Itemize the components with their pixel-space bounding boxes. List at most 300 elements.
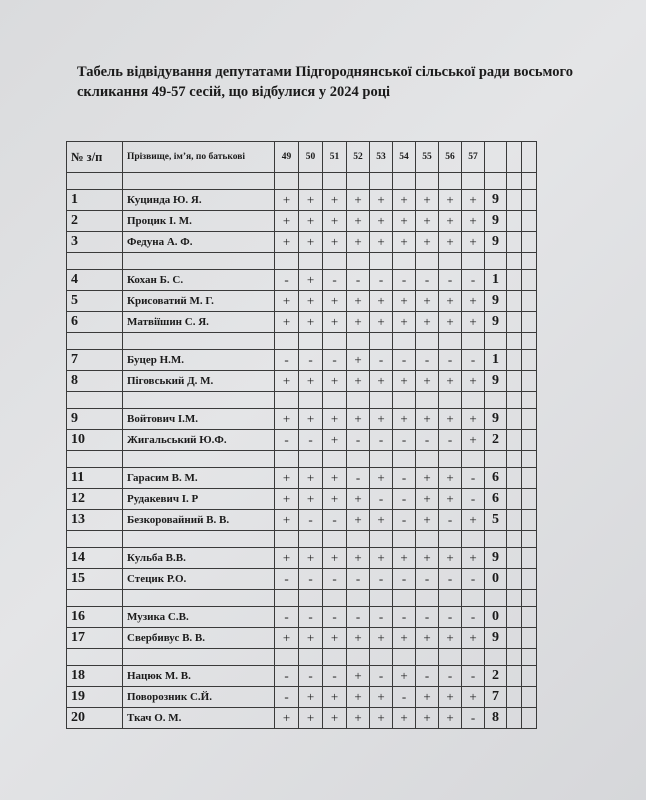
attendance-mark: + (299, 270, 323, 291)
spacer-row (67, 333, 537, 350)
empty-cell (393, 531, 416, 548)
attendance-mark: + (393, 312, 416, 333)
attendance-mark: + (393, 708, 416, 729)
table-row (67, 708, 537, 729)
attendance-mark: + (393, 548, 416, 569)
empty-cell (485, 590, 507, 607)
attendance-mark: + (393, 628, 416, 649)
empty-cell (522, 392, 537, 409)
empty-cell (299, 649, 323, 666)
empty-cell (507, 173, 522, 190)
header-session: 54 (393, 142, 416, 173)
table-row (67, 211, 537, 232)
attendance-mark: + (299, 232, 323, 253)
attendance-mark: + (439, 687, 462, 708)
attendance-mark: - (323, 607, 347, 628)
deputy-name: Рудакевич І. Р (123, 489, 275, 510)
attendance-mark: + (462, 312, 485, 333)
attendance-mark: - (462, 569, 485, 590)
empty-cell (416, 531, 439, 548)
deputy-name: Піговський Д. М. (123, 371, 275, 392)
attendance-mark: - (323, 569, 347, 590)
attendance-mark: + (439, 190, 462, 211)
empty-cell (522, 548, 537, 569)
empty-cell (522, 430, 537, 451)
empty-cell (507, 489, 522, 510)
attendance-mark: - (416, 270, 439, 291)
attendance-mark: + (370, 291, 393, 312)
attendance-mark: + (299, 190, 323, 211)
attendance-mark: + (439, 291, 462, 312)
attendance-mark: + (370, 409, 393, 430)
empty-cell (507, 510, 522, 531)
attendance-mark: + (416, 687, 439, 708)
spacer-row (67, 531, 537, 548)
spacer-row (67, 590, 537, 607)
attendance-total: 2 (485, 430, 507, 451)
table-row (67, 666, 537, 687)
empty-cell (347, 451, 370, 468)
row-number: 14 (67, 548, 123, 569)
table-row (67, 312, 537, 333)
spacer-row (67, 253, 537, 270)
attendance-mark: - (370, 607, 393, 628)
empty-cell (507, 590, 522, 607)
attendance-total: 0 (485, 607, 507, 628)
attendance-mark: + (275, 548, 299, 569)
attendance-mark: + (462, 430, 485, 451)
attendance-total: 1 (485, 350, 507, 371)
attendance-mark: + (416, 489, 439, 510)
attendance-mark: + (462, 409, 485, 430)
attendance-mark: + (370, 548, 393, 569)
deputy-name: Кульба В.В. (123, 548, 275, 569)
empty-cell (67, 173, 123, 190)
attendance-mark: + (370, 190, 393, 211)
empty-cell (439, 590, 462, 607)
attendance-mark: + (299, 291, 323, 312)
attendance-total: 9 (485, 232, 507, 253)
attendance-mark: - (370, 430, 393, 451)
attendance-mark: - (323, 350, 347, 371)
empty-cell (507, 409, 522, 430)
empty-cell (507, 270, 522, 291)
row-number: 8 (67, 371, 123, 392)
row-number: 16 (67, 607, 123, 628)
attendance-mark: - (393, 607, 416, 628)
deputy-name: Стецик Р.О. (123, 569, 275, 590)
attendance-total: 9 (485, 371, 507, 392)
empty-cell (522, 190, 537, 211)
empty-cell (462, 392, 485, 409)
attendance-mark: + (416, 232, 439, 253)
empty-cell (439, 451, 462, 468)
deputy-name: Куцинда Ю. Я. (123, 190, 275, 211)
attendance-mark: - (299, 666, 323, 687)
empty-cell (123, 392, 275, 409)
empty-cell (507, 253, 522, 270)
attendance-mark: + (439, 371, 462, 392)
table-row (67, 569, 537, 590)
row-number: 5 (67, 291, 123, 312)
empty-cell (507, 649, 522, 666)
table-row (67, 190, 537, 211)
empty-cell (275, 333, 299, 350)
empty-cell (507, 607, 522, 628)
attendance-mark: + (439, 409, 462, 430)
attendance-mark: + (275, 371, 299, 392)
attendance-mark: + (275, 510, 299, 531)
attendance-mark: + (416, 548, 439, 569)
empty-cell (393, 333, 416, 350)
attendance-mark: + (299, 409, 323, 430)
empty-cell (507, 430, 522, 451)
attendance-mark: + (347, 350, 370, 371)
attendance-mark: - (416, 350, 439, 371)
empty-cell (507, 451, 522, 468)
table-row (67, 232, 537, 253)
attendance-mark: + (416, 190, 439, 211)
header-blank (507, 142, 522, 173)
empty-cell (323, 451, 347, 468)
empty-cell (522, 173, 537, 190)
attendance-mark: + (439, 628, 462, 649)
attendance-mark: + (347, 190, 370, 211)
empty-cell (323, 531, 347, 548)
table-row (67, 430, 537, 451)
table-row (67, 687, 537, 708)
row-number: 1 (67, 190, 123, 211)
empty-cell (347, 531, 370, 548)
empty-cell (507, 232, 522, 253)
empty-cell (370, 451, 393, 468)
empty-cell (275, 590, 299, 607)
attendance-mark: + (439, 312, 462, 333)
empty-cell (522, 628, 537, 649)
empty-cell (462, 451, 485, 468)
attendance-mark: - (323, 666, 347, 687)
attendance-mark: + (275, 291, 299, 312)
empty-cell (507, 708, 522, 729)
attendance-mark: - (275, 270, 299, 291)
empty-cell (416, 333, 439, 350)
row-number: 19 (67, 687, 123, 708)
empty-cell (123, 253, 275, 270)
empty-cell (462, 333, 485, 350)
empty-cell (370, 590, 393, 607)
empty-cell (507, 569, 522, 590)
empty-cell (299, 173, 323, 190)
attendance-mark: - (347, 569, 370, 590)
deputy-name: Процик І. М. (123, 211, 275, 232)
attendance-total: 9 (485, 312, 507, 333)
attendance-mark: - (299, 430, 323, 451)
attendance-mark: + (323, 232, 347, 253)
empty-cell (485, 451, 507, 468)
attendance-mark: - (370, 489, 393, 510)
attendance-mark: + (299, 211, 323, 232)
attendance-mark: + (323, 489, 347, 510)
deputy-name: Жигальський Ю.Ф. (123, 430, 275, 451)
attendance-mark: + (393, 409, 416, 430)
empty-cell (462, 590, 485, 607)
attendance-mark: + (275, 190, 299, 211)
attendance-body (67, 173, 537, 729)
empty-cell (347, 392, 370, 409)
row-number: 20 (67, 708, 123, 729)
empty-cell (439, 253, 462, 270)
attendance-mark: - (370, 350, 393, 371)
empty-cell (67, 649, 123, 666)
attendance-mark: + (299, 371, 323, 392)
attendance-mark: - (347, 430, 370, 451)
empty-cell (507, 687, 522, 708)
attendance-mark: - (299, 510, 323, 531)
deputy-name: Нацюк М. В. (123, 666, 275, 687)
attendance-mark: + (299, 708, 323, 729)
attendance-mark: + (462, 211, 485, 232)
attendance-mark: + (416, 291, 439, 312)
attendance-mark: + (323, 291, 347, 312)
row-number: 7 (67, 350, 123, 371)
empty-cell (507, 291, 522, 312)
empty-cell (439, 173, 462, 190)
empty-cell (485, 333, 507, 350)
empty-cell (299, 333, 323, 350)
empty-cell (522, 510, 537, 531)
empty-cell (323, 253, 347, 270)
attendance-total: 2 (485, 666, 507, 687)
empty-cell (522, 607, 537, 628)
header-session: 56 (439, 142, 462, 173)
attendance-total: 8 (485, 708, 507, 729)
empty-cell (275, 649, 299, 666)
row-number: 9 (67, 409, 123, 430)
empty-cell (416, 253, 439, 270)
empty-cell (485, 253, 507, 270)
attendance-mark: + (347, 628, 370, 649)
deputy-name: Ткач О. М. (123, 708, 275, 729)
empty-cell (522, 232, 537, 253)
attendance-mark: + (347, 489, 370, 510)
empty-cell (522, 649, 537, 666)
attendance-mark: - (462, 270, 485, 291)
attendance-mark: - (275, 687, 299, 708)
empty-cell (275, 451, 299, 468)
attendance-table (66, 141, 537, 729)
empty-cell (347, 333, 370, 350)
attendance-mark: + (462, 510, 485, 531)
table-row (67, 291, 537, 312)
row-number: 18 (67, 666, 123, 687)
attendance-mark: + (323, 190, 347, 211)
table-row (67, 409, 537, 430)
header-session: 57 (462, 142, 485, 173)
empty-cell (507, 548, 522, 569)
deputy-name: Матвіїшин С. Я. (123, 312, 275, 333)
table-row (67, 548, 537, 569)
attendance-mark: + (323, 548, 347, 569)
empty-cell (522, 211, 537, 232)
attendance-mark: - (393, 350, 416, 371)
attendance-mark: + (275, 409, 299, 430)
attendance-mark: + (347, 666, 370, 687)
table-row (67, 468, 537, 489)
attendance-mark: + (462, 190, 485, 211)
empty-cell (507, 392, 522, 409)
attendance-mark: + (323, 628, 347, 649)
header-session: 51 (323, 142, 347, 173)
row-number: 15 (67, 569, 123, 590)
attendance-mark: + (416, 409, 439, 430)
attendance-mark: - (462, 708, 485, 729)
attendance-mark: - (275, 430, 299, 451)
empty-cell (370, 333, 393, 350)
empty-cell (370, 531, 393, 548)
spacer-row (67, 451, 537, 468)
title-line-1: Табель відвідування депутатами Підгороднянської сільської ради восьмого (77, 64, 573, 80)
empty-cell (462, 531, 485, 548)
attendance-mark: + (393, 211, 416, 232)
empty-cell (393, 451, 416, 468)
empty-cell (507, 628, 522, 649)
attendance-total: 9 (485, 628, 507, 649)
attendance-mark: + (323, 430, 347, 451)
attendance-mark: + (370, 232, 393, 253)
empty-cell (123, 451, 275, 468)
deputy-name: Музика С.В. (123, 607, 275, 628)
attendance-mark: + (323, 211, 347, 232)
empty-cell (485, 173, 507, 190)
attendance-mark: + (439, 468, 462, 489)
header-blank (522, 142, 537, 173)
attendance-mark: + (370, 468, 393, 489)
attendance-mark: + (416, 371, 439, 392)
attendance-mark: - (323, 270, 347, 291)
attendance-mark: + (439, 211, 462, 232)
empty-cell (370, 392, 393, 409)
empty-cell (522, 468, 537, 489)
attendance-mark: - (299, 569, 323, 590)
empty-cell (370, 253, 393, 270)
empty-cell (393, 253, 416, 270)
empty-cell (323, 333, 347, 350)
empty-cell (123, 173, 275, 190)
empty-cell (439, 333, 462, 350)
header-session: 53 (370, 142, 393, 173)
attendance-total: 9 (485, 211, 507, 232)
attendance-mark: + (323, 687, 347, 708)
attendance-mark: + (299, 687, 323, 708)
attendance-mark: + (275, 211, 299, 232)
empty-cell (522, 253, 537, 270)
attendance-total: 1 (485, 270, 507, 291)
deputy-name: Федуна А. Ф. (123, 232, 275, 253)
attendance-mark: - (370, 569, 393, 590)
attendance-mark: + (416, 312, 439, 333)
header-number: № з/п (67, 142, 123, 173)
empty-cell (123, 531, 275, 548)
empty-cell (522, 687, 537, 708)
attendance-mark: + (439, 548, 462, 569)
empty-cell (67, 392, 123, 409)
attendance-mark: - (299, 607, 323, 628)
empty-cell (522, 708, 537, 729)
attendance-mark: + (393, 232, 416, 253)
attendance-mark: + (462, 548, 485, 569)
attendance-mark: - (462, 489, 485, 510)
empty-cell (522, 666, 537, 687)
attendance-mark: + (416, 211, 439, 232)
empty-cell (485, 531, 507, 548)
attendance-mark: - (439, 270, 462, 291)
spacer-row (67, 649, 537, 666)
empty-cell (323, 649, 347, 666)
attendance-mark: - (393, 687, 416, 708)
table-row (67, 270, 537, 291)
attendance-mark: + (370, 687, 393, 708)
attendance-mark: - (416, 569, 439, 590)
attendance-mark: + (370, 510, 393, 531)
attendance-mark: - (347, 270, 370, 291)
attendance-mark: + (416, 628, 439, 649)
empty-cell (416, 451, 439, 468)
attendance-mark: - (323, 510, 347, 531)
empty-cell (522, 451, 537, 468)
attendance-mark: - (462, 666, 485, 687)
empty-cell (347, 590, 370, 607)
empty-cell (393, 392, 416, 409)
empty-cell (507, 350, 522, 371)
empty-cell (275, 173, 299, 190)
attendance-mark: + (370, 628, 393, 649)
spacer-row (67, 392, 537, 409)
attendance-mark: + (275, 468, 299, 489)
empty-cell (347, 253, 370, 270)
attendance-mark: + (299, 628, 323, 649)
row-number: 3 (67, 232, 123, 253)
empty-cell (507, 333, 522, 350)
document-title (77, 62, 617, 102)
empty-cell (299, 531, 323, 548)
empty-cell (393, 173, 416, 190)
row-number: 17 (67, 628, 123, 649)
attendance-mark: - (416, 430, 439, 451)
empty-cell (462, 173, 485, 190)
header-name: Прізвище, ім’я, по батькові (123, 142, 275, 173)
empty-cell (462, 253, 485, 270)
attendance-mark: - (416, 607, 439, 628)
attendance-mark: - (393, 468, 416, 489)
attendance-mark: + (393, 190, 416, 211)
empty-cell (507, 468, 522, 489)
empty-cell (67, 531, 123, 548)
row-number: 13 (67, 510, 123, 531)
attendance-mark: - (439, 666, 462, 687)
empty-cell (439, 649, 462, 666)
empty-cell (299, 590, 323, 607)
row-number: 2 (67, 211, 123, 232)
deputy-name: Свербивус В. В. (123, 628, 275, 649)
attendance-total: 6 (485, 489, 507, 510)
attendance-mark: + (462, 628, 485, 649)
attendance-mark: + (439, 489, 462, 510)
empty-cell (522, 489, 537, 510)
attendance-mark: + (347, 708, 370, 729)
empty-cell (67, 253, 123, 270)
attendance-mark: + (393, 371, 416, 392)
attendance-mark: + (275, 628, 299, 649)
